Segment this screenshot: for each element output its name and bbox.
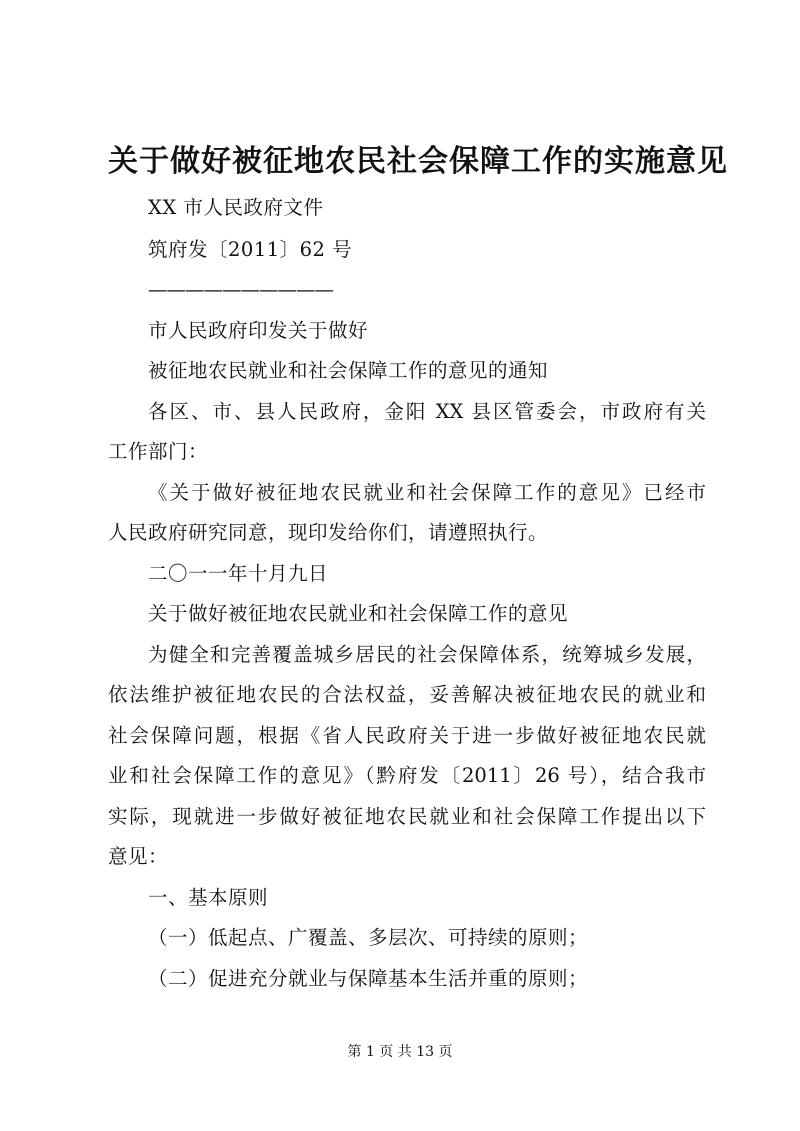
principle-1: （一）低起点、广覆盖、多层次、可持续的原则；: [148, 926, 589, 949]
body1-line-1: 《关于做好被征地农民就业和社会保障工作的意见》已经市: [148, 481, 706, 504]
document-title: 关于做好被征地农民社会保障工作的实施意见: [108, 144, 728, 179]
section-heading-1: 一、基本原则: [148, 886, 269, 909]
page-footer: 第 1 页 共 13 页: [347, 1044, 453, 1060]
body2-line-5: 实际，现就进一步做好被征地农民就业和社会保障工作提出以下: [108, 805, 706, 828]
body2-line-3: 社会保障问题，根据《省人民政府关于进一步做好被征地农民就: [108, 724, 706, 747]
principle-2: （二）促进充分就业与保障基本生活并重的原则；: [148, 967, 589, 990]
body1-line-2: 人民政府研究同意，现印发给你们，请遵照执行。: [108, 521, 549, 544]
doc-number-line: 筑府发〔2011〕62 号: [148, 238, 353, 261]
divider-line: ——————————: [148, 278, 333, 301]
issuer-line: XX 市人民政府文件: [148, 196, 324, 219]
opinion-title: 关于做好被征地农民就业和社会保障工作的意见: [148, 602, 569, 625]
body2-line-2: 依法维护被征地农民的合法权益，妥善解决被征地农民的就业和: [108, 683, 706, 706]
notice-title-line-1: 市人民政府印发关于做好: [148, 319, 369, 342]
recipients-line-2: 工作部门：: [108, 440, 209, 463]
issue-date: 二〇一一年十月九日: [148, 562, 329, 585]
notice-title-line-2: 被征地农民就业和社会保障工作的意见的通知: [148, 359, 549, 382]
body2-line-1: 为健全和完善覆盖城乡居民的社会保障体系，统筹城乡发展，: [148, 643, 706, 666]
body2-line-6: 意见：: [108, 845, 169, 868]
recipients-line-1: 各区、市、县人民政府，金阳 XX 县区管委会，市政府有关: [148, 400, 706, 423]
body2-line-4: 业和社会保障工作的意见》（黔府发〔2011〕26 号），结合我市: [108, 764, 706, 787]
